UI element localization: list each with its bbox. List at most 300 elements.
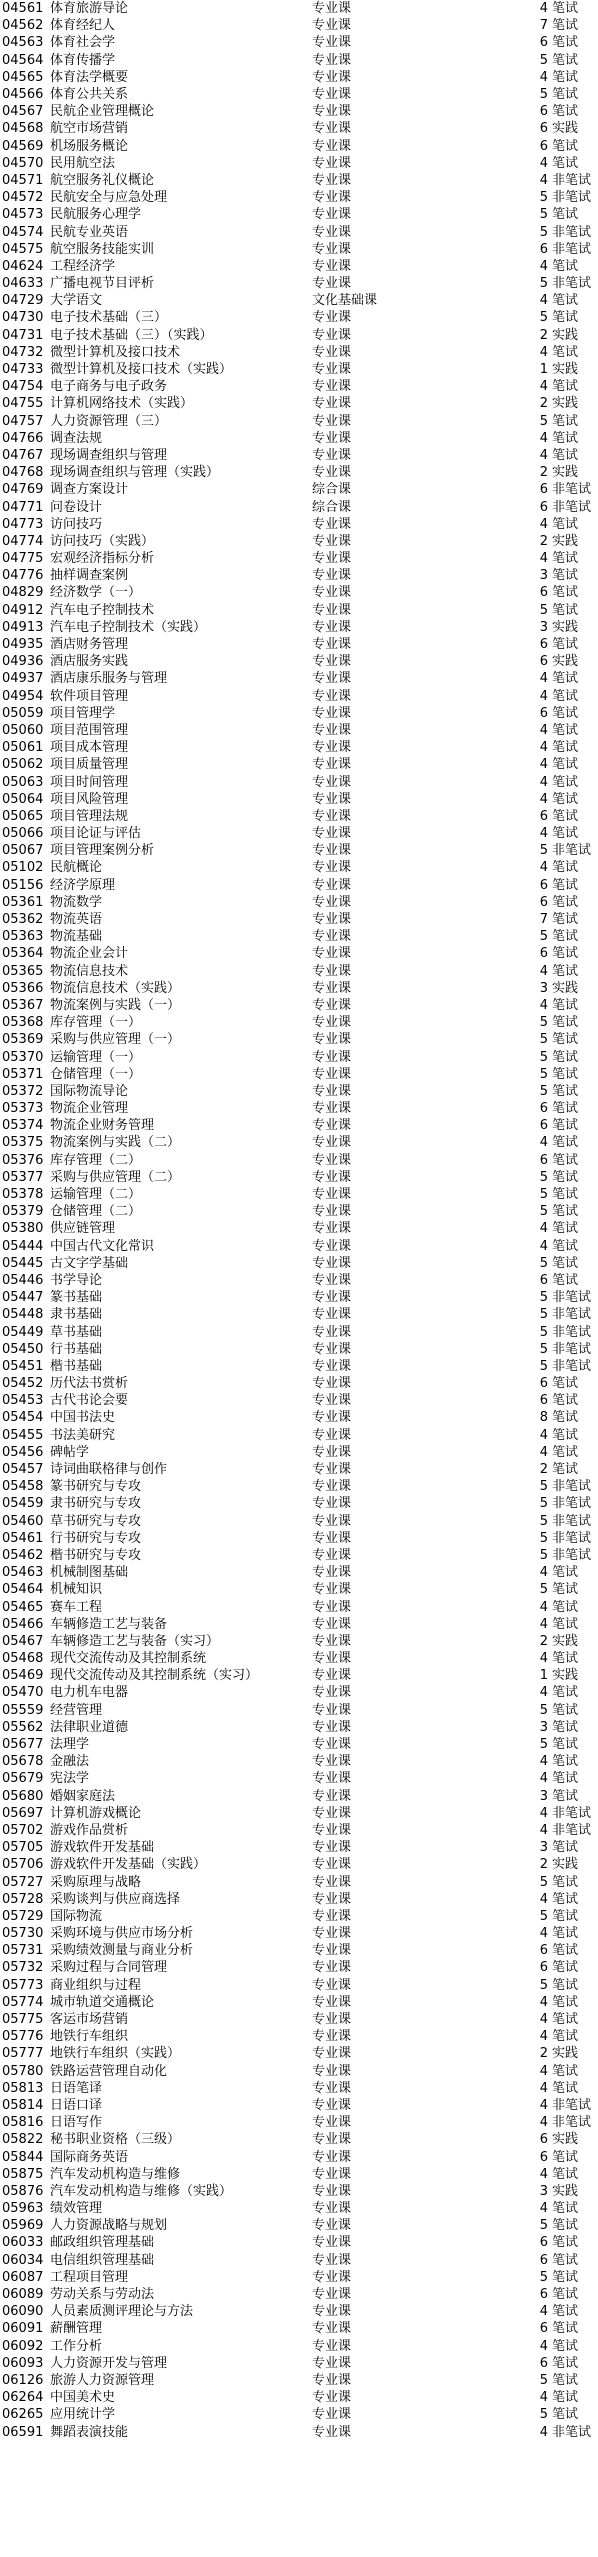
table-row	[0, 722, 598, 739]
course-credits: 5	[539, 1496, 548, 1512]
course-type: 专业课	[312, 602, 352, 618]
table-row	[0, 2320, 598, 2337]
course-code: 04912	[2, 602, 44, 618]
exam-type: 笔试	[552, 1908, 579, 1924]
course-credits: 2	[539, 533, 548, 549]
exam-type: 实践	[552, 121, 579, 137]
table-row	[0, 1358, 598, 1375]
course-code: 04936	[2, 654, 44, 670]
course-code: 06090	[2, 2304, 44, 2320]
course-name: 采购绩效测量与商业分析	[50, 1943, 194, 1959]
course-credits: 4	[539, 1444, 548, 1460]
course-credits: 4	[539, 791, 548, 807]
course-code: 05059	[2, 705, 44, 721]
table-row	[0, 2183, 598, 2200]
course-code: 04775	[2, 551, 44, 567]
course-code: 05732	[2, 1960, 44, 1976]
table-row	[0, 1770, 598, 1787]
course-code: 04776	[2, 568, 44, 584]
course-type: 专业课	[312, 774, 352, 790]
exam-type: 笔试	[552, 963, 579, 979]
course-code: 05372	[2, 1083, 44, 1099]
course-type: 专业课	[312, 2218, 352, 2234]
table-row	[0, 2372, 598, 2389]
course-code: 05460	[2, 1513, 44, 1529]
course-name: 调查法规	[50, 430, 103, 446]
course-credits: 4	[539, 2080, 548, 2096]
course-type: 专业课	[312, 1565, 352, 1581]
table-row	[0, 2355, 598, 2372]
table-row	[0, 756, 598, 773]
table-row	[0, 1031, 598, 1048]
course-code: 06591	[2, 2424, 44, 2440]
exam-type: 笔试	[552, 1702, 579, 1718]
course-credits: 4	[539, 172, 548, 188]
course-code: 05060	[2, 722, 44, 738]
table-row	[0, 1753, 598, 1770]
course-code: 05463	[2, 1565, 44, 1581]
course-credits: 4	[539, 740, 548, 756]
exam-type: 非笔试	[552, 1358, 592, 1374]
course-name: 赛车工程	[50, 1599, 103, 1615]
exam-type: 非笔试	[552, 190, 592, 206]
course-code: 05813	[2, 2080, 44, 2096]
course-credits: 4	[539, 2063, 548, 2079]
course-type: 专业课	[312, 2338, 352, 2354]
course-name: 项目成本管理	[50, 740, 129, 756]
exam-type: 笔试	[552, 2218, 579, 2234]
course-type: 专业课	[312, 1341, 352, 1357]
course-code: 05361	[2, 894, 44, 910]
course-code: 04757	[2, 413, 44, 429]
exam-type: 笔试	[552, 1891, 579, 1907]
course-name: 机械制图基础	[50, 1565, 129, 1581]
course-credits: 4	[539, 516, 548, 532]
table-row	[0, 859, 598, 876]
course-name: 舞蹈表演技能	[50, 2424, 129, 2440]
course-type: 专业课	[312, 1118, 352, 1134]
course-type: 专业课	[312, 1616, 352, 1632]
exam-type: 非笔试	[552, 2424, 592, 2440]
course-code: 04633	[2, 276, 44, 292]
course-name: 库存管理（一）	[50, 1015, 142, 1031]
course-type: 专业课	[312, 1737, 352, 1753]
course-code: 04575	[2, 241, 44, 257]
table-row	[0, 172, 598, 189]
course-credits: 4	[539, 1994, 548, 2010]
course-type: 专业课	[312, 1857, 352, 1873]
course-name: 物流案例与实践（二）	[50, 1135, 181, 1151]
course-type: 专业课	[312, 121, 352, 137]
course-code: 05679	[2, 1771, 44, 1787]
course-name: 计算机游戏概论	[50, 1805, 142, 1821]
exam-type: 笔试	[552, 1169, 579, 1185]
table-row	[0, 1392, 598, 1409]
exam-type: 笔试	[552, 1032, 579, 1048]
table-row	[0, 1616, 598, 1633]
course-name: 旅游人力资源管理	[50, 2372, 155, 2388]
course-credits: 6	[539, 1272, 548, 1288]
course-credits: 5	[539, 190, 548, 206]
course-name: 人力资源开发与管理	[50, 2355, 168, 2371]
course-name: 仓储管理（二）	[50, 1204, 142, 1220]
course-name: 宪法学	[50, 1771, 90, 1787]
course-credits: 4	[539, 1822, 548, 1838]
course-code: 05776	[2, 2029, 44, 2045]
course-type: 专业课	[312, 585, 352, 601]
course-type: 专业课	[312, 1513, 352, 1529]
exam-type: 笔试	[552, 1083, 579, 1099]
table-row	[0, 2423, 598, 2440]
course-credits: 4	[539, 551, 548, 567]
course-name: 草书基础	[50, 1324, 103, 1340]
course-type: 专业课	[312, 1719, 352, 1735]
course-name: 工作分析	[50, 2338, 103, 2354]
exam-type: 笔试	[552, 1376, 579, 1392]
exam-type: 实践	[552, 465, 579, 481]
course-credits: 7	[539, 18, 548, 34]
course-code: 05365	[2, 963, 44, 979]
exam-type: 笔试	[552, 18, 579, 34]
course-credits: 3	[539, 568, 548, 584]
exam-type: 非笔试	[552, 2115, 592, 2131]
course-credits: 6	[539, 654, 548, 670]
course-code: 05452	[2, 1376, 44, 1392]
course-type: 专业课	[312, 1032, 352, 1048]
course-credits: 4	[539, 1565, 548, 1581]
course-name: 电子技术基础（三）（实践）	[50, 327, 213, 343]
course-name: 项目论证与评估	[50, 826, 142, 842]
course-name: 民航服务心理学	[50, 207, 142, 223]
exam-type: 非笔试	[552, 1822, 592, 1838]
course-credits: 2	[539, 1462, 548, 1478]
course-credits: 2	[539, 1857, 548, 1873]
course-code: 04566	[2, 87, 44, 103]
table-row	[0, 997, 598, 1014]
course-code: 06126	[2, 2372, 44, 2388]
course-code: 05680	[2, 1788, 44, 1804]
table-row	[0, 430, 598, 447]
table-row	[0, 344, 598, 361]
course-credits: 6	[539, 2321, 548, 2337]
course-code: 05448	[2, 1307, 44, 1323]
course-code: 04769	[2, 482, 44, 498]
table-row	[0, 2131, 598, 2148]
course-name: 体育经纪人	[50, 18, 116, 34]
course-type: 专业课	[312, 430, 352, 446]
course-name: 采购与供应管理（一）	[50, 1032, 181, 1048]
course-type: 专业课	[312, 2183, 352, 2199]
course-code: 05368	[2, 1015, 44, 1031]
course-code: 05816	[2, 2115, 44, 2131]
course-type: 专业课	[312, 207, 352, 223]
table-row	[0, 498, 598, 515]
course-type: 专业课	[312, 551, 352, 567]
course-credits: 3	[539, 1719, 548, 1735]
course-type: 文化基础课	[312, 293, 378, 309]
course-code: 04574	[2, 224, 44, 240]
course-code: 06089	[2, 2287, 44, 2303]
course-name: 民航安全与应急处理	[50, 190, 168, 206]
exam-type: 笔试	[552, 946, 579, 962]
exam-type: 笔试	[552, 2235, 579, 2251]
course-type: 专业课	[312, 1822, 352, 1838]
course-name: 篆书研究与专攻	[50, 1479, 142, 1495]
table-row	[0, 1873, 598, 1890]
course-name: 经济数学（一）	[50, 585, 142, 601]
course-credits: 4	[539, 2115, 548, 2131]
course-credits: 2	[539, 1633, 548, 1649]
course-credits: 4	[539, 1616, 548, 1632]
course-name: 采购过程与合同管理	[50, 1960, 168, 1976]
course-code: 05063	[2, 774, 44, 790]
table-row	[0, 120, 598, 137]
exam-type: 笔试	[552, 1204, 579, 1220]
course-name: 酒店财务管理	[50, 637, 129, 653]
course-name: 游戏软件开发基础	[50, 1840, 155, 1856]
table-row	[0, 1083, 598, 1100]
course-type: 专业课	[312, 533, 352, 549]
course-name: 民航企业管理概论	[50, 104, 155, 120]
table-row	[0, 2406, 598, 2423]
course-code: 05367	[2, 997, 44, 1013]
course-name: 商业组织与过程	[50, 1977, 142, 1993]
course-name: 运输管理（一）	[50, 1049, 142, 1065]
exam-type: 笔试	[552, 1565, 579, 1581]
course-code: 04829	[2, 585, 44, 601]
course-credits: 6	[539, 1376, 548, 1392]
course-code: 05459	[2, 1496, 44, 1512]
exam-type: 非笔试	[552, 1324, 592, 1340]
table-row	[0, 327, 598, 344]
course-type: 专业课	[312, 1805, 352, 1821]
course-type: 专业课	[312, 104, 352, 120]
course-code: 05376	[2, 1152, 44, 1168]
course-type: 专业课	[312, 2287, 352, 2303]
table-row	[0, 223, 598, 240]
exam-type: 非笔试	[552, 1530, 592, 1546]
course-credits: 1	[539, 362, 548, 378]
course-name: 铁路运营管理自动化	[50, 2063, 168, 2079]
course-credits: 4	[539, 293, 548, 309]
table-row	[0, 567, 598, 584]
course-name: 微型计算机及接口技术	[50, 344, 181, 360]
exam-type: 笔试	[552, 568, 579, 584]
course-type: 专业课	[312, 1307, 352, 1323]
exam-type: 笔试	[552, 688, 579, 704]
exam-type: 笔试	[552, 1066, 579, 1082]
course-name: 中国古代文化常识	[50, 1238, 155, 1254]
course-type: 专业课	[312, 258, 352, 274]
exam-type: 实践	[552, 327, 579, 343]
course-type: 专业课	[312, 1204, 352, 1220]
course-type: 专业课	[312, 1582, 352, 1598]
course-name: 现场调查组织与管理	[50, 447, 168, 463]
course-name: 物流信息技术	[50, 963, 129, 979]
course-name: 问卷设计	[50, 499, 103, 515]
course-type: 专业课	[312, 894, 352, 910]
course-credits: 2	[539, 465, 548, 481]
course-name: 抽样调查案例	[50, 568, 129, 584]
table-row	[0, 1238, 598, 1255]
exam-type: 笔试	[552, 860, 579, 876]
table-row	[0, 619, 598, 636]
course-credits: 5	[539, 2372, 548, 2388]
course-name: 金融法	[50, 1754, 90, 1770]
course-code: 04774	[2, 533, 44, 549]
course-name: 历代法书赏析	[50, 1376, 129, 1392]
table-row	[0, 0, 598, 17]
course-type: 专业课	[312, 190, 352, 206]
course-credits: 4	[539, 963, 548, 979]
course-code: 05457	[2, 1462, 44, 1478]
exam-type: 笔试	[552, 1685, 579, 1701]
course-type: 专业课	[312, 2166, 352, 2182]
table-row	[0, 1856, 598, 1873]
exam-type: 实践	[552, 533, 579, 549]
course-name: 大学语文	[50, 293, 103, 309]
course-type: 专业课	[312, 241, 352, 257]
course-type: 专业课	[312, 1169, 352, 1185]
course-type: 专业课	[312, 138, 352, 154]
course-type: 专业课	[312, 1530, 352, 1546]
course-type: 专业课	[312, 688, 352, 704]
course-type: 专业课	[312, 1547, 352, 1563]
course-credits: 4	[539, 1135, 548, 1151]
course-type: 专业课	[312, 2372, 352, 2388]
course-type: 专业课	[312, 2012, 352, 2028]
course-credits: 4	[539, 2097, 548, 2113]
course-code: 05773	[2, 1977, 44, 1993]
course-name: 车辆修造工艺与装备	[50, 1616, 168, 1632]
table-row	[0, 516, 598, 533]
course-type: 专业课	[312, 1410, 352, 1426]
course-code: 05780	[2, 2063, 44, 2079]
course-type: 专业课	[312, 637, 352, 653]
exam-type: 笔试	[552, 2355, 579, 2371]
exam-type: 笔试	[552, 87, 579, 103]
table-row	[0, 1169, 598, 1186]
table-row	[0, 2389, 598, 2406]
course-code: 05377	[2, 1169, 44, 1185]
table-row	[0, 2338, 598, 2355]
table-row	[0, 1788, 598, 1805]
course-name: 现代交流传动及其控制系统（实习）	[50, 1668, 259, 1684]
course-name: 广播电视节目评析	[50, 276, 155, 292]
course-code: 04572	[2, 190, 44, 206]
course-code: 05444	[2, 1238, 44, 1254]
course-credits: 5	[539, 1015, 548, 1031]
course-name: 电力机车电器	[50, 1685, 129, 1701]
course-type: 专业课	[312, 1358, 352, 1374]
exam-type: 非笔试	[552, 276, 592, 292]
course-name: 酒店康乐服务与管理	[50, 671, 168, 687]
course-credits: 5	[539, 1324, 548, 1340]
table-row	[0, 1925, 598, 1942]
course-credits: 4	[539, 1, 548, 17]
exam-type: 实践	[552, 2046, 579, 2062]
course-code: 05469	[2, 1668, 44, 1684]
course-code: 05814	[2, 2097, 44, 2113]
course-type: 专业课	[312, 1101, 352, 1117]
course-name: 法理学	[50, 1737, 90, 1753]
exam-type: 笔试	[552, 791, 579, 807]
table-row	[0, 395, 598, 412]
table-row	[0, 911, 598, 928]
course-type: 专业课	[312, 757, 352, 773]
exam-type: 笔试	[552, 1015, 579, 1031]
table-row	[0, 138, 598, 155]
course-name: 书学导论	[50, 1272, 103, 1288]
course-type: 专业课	[312, 379, 352, 395]
table-row	[0, 2028, 598, 2045]
course-name: 地铁行车组织（实践）	[50, 2046, 181, 2062]
table-row	[0, 1994, 598, 2011]
course-type: 专业课	[312, 1049, 352, 1065]
course-credits: 5	[539, 2269, 548, 2285]
course-code: 04771	[2, 499, 44, 515]
course-code: 05380	[2, 1221, 44, 1237]
course-name: 国际物流	[50, 1908, 103, 1924]
course-credits: 4	[539, 2390, 548, 2406]
exam-type: 非笔试	[552, 1290, 592, 1306]
course-credits: 6	[539, 1152, 548, 1168]
course-type: 专业课	[312, 1874, 352, 1890]
course-code: 05470	[2, 1685, 44, 1701]
course-credits: 6	[539, 1943, 548, 1959]
exam-type: 笔试	[552, 2080, 579, 2096]
course-code: 05461	[2, 1530, 44, 1546]
exam-type: 实践	[552, 1633, 579, 1649]
course-name: 现场调查组织与管理（实践）	[50, 465, 220, 481]
table-row	[0, 258, 598, 275]
course-name: 人力资源管理（三）	[50, 413, 168, 429]
exam-type: 实践	[552, 1668, 579, 1684]
exam-type: 笔试	[552, 258, 579, 274]
course-name: 汽车电子控制技术	[50, 602, 155, 618]
table-row	[0, 1409, 598, 1426]
table-row	[0, 292, 598, 309]
table-row	[0, 808, 598, 825]
course-code: 04731	[2, 327, 44, 343]
table-row	[0, 1117, 598, 1134]
table-row	[0, 584, 598, 601]
course-credits: 6	[539, 585, 548, 601]
course-name: 隶书基础	[50, 1307, 103, 1323]
exam-type: 笔试	[552, 1444, 579, 1460]
table-row	[0, 653, 598, 670]
course-type: 专业课	[312, 1187, 352, 1203]
course-code: 05449	[2, 1324, 44, 1340]
exam-type: 笔试	[552, 35, 579, 51]
course-credits: 6	[539, 2132, 548, 2148]
course-type: 专业课	[312, 1135, 352, 1151]
course-name: 秘书职业资格（三级）	[50, 2132, 181, 2148]
course-credits: 5	[539, 310, 548, 326]
table-row	[0, 1736, 598, 1753]
course-name: 采购环境与供应市场分析	[50, 1926, 194, 1942]
course-credits: 4	[539, 2201, 548, 2217]
course-credits: 5	[539, 87, 548, 103]
course-credits: 5	[539, 1083, 548, 1099]
exam-type: 笔试	[552, 1427, 579, 1443]
course-code: 05366	[2, 980, 44, 996]
course-credits: 4	[539, 1754, 548, 1770]
table-row	[0, 1255, 598, 1272]
course-name: 电信组织管理基础	[50, 2252, 155, 2268]
exam-type: 笔试	[552, 310, 579, 326]
course-code: 04567	[2, 104, 44, 120]
